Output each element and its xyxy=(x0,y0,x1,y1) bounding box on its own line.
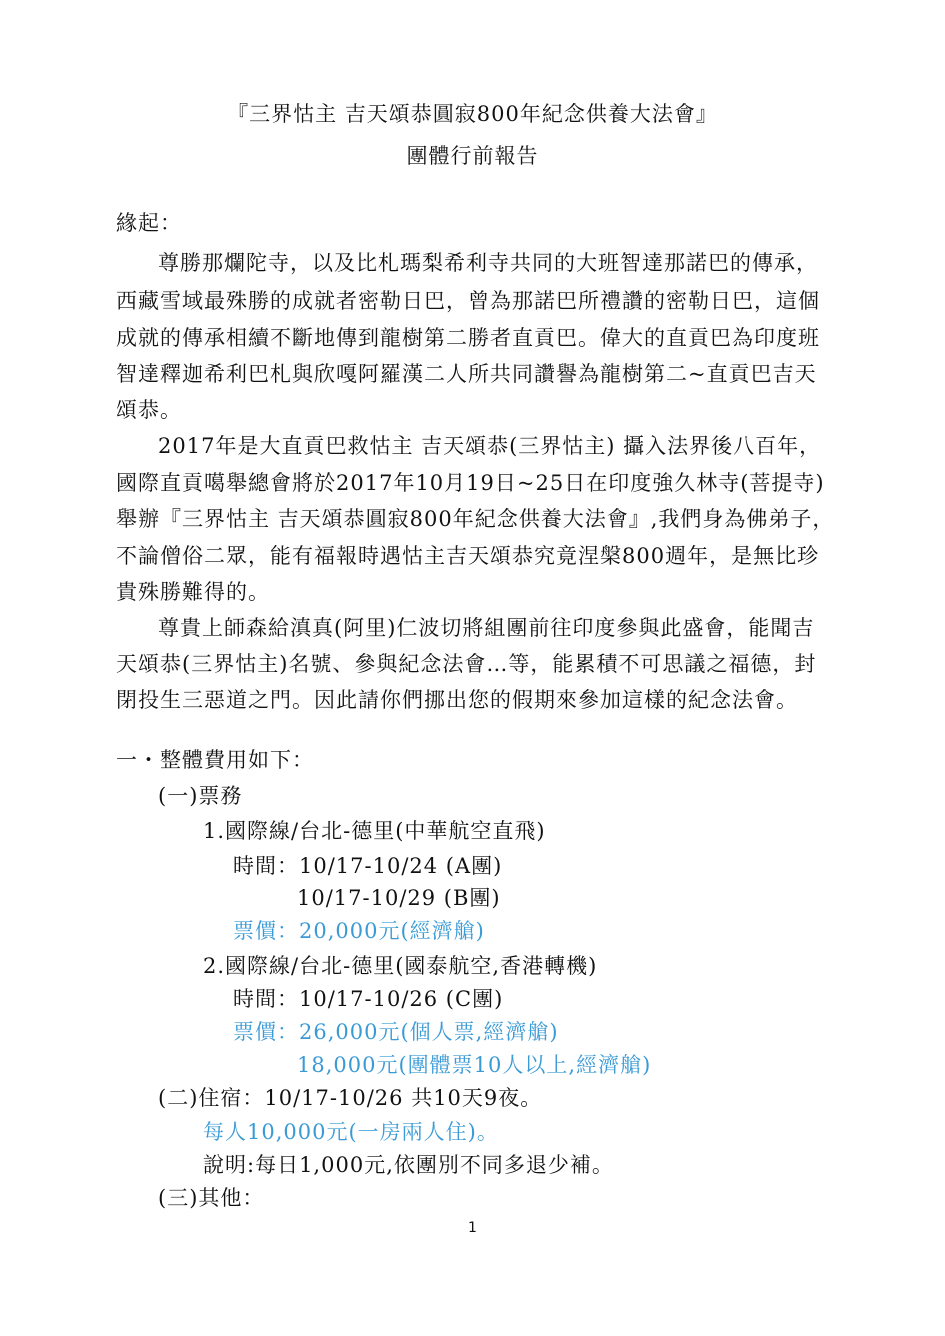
others-heading: (三)其他： xyxy=(158,1186,265,1210)
flight1-price: 票價：20,000元(經濟艙) xyxy=(233,919,485,943)
paragraph-line: 舉辦『三界怙主 吉天頌恭圓寂800年紀念供養大法會』,我們身為佛弟子， xyxy=(116,507,835,531)
document-subtitle: 團體行前報告 xyxy=(406,144,539,168)
document-title: 『三界怙主 吉天頌恭圓寂800年紀念供養大法會』 xyxy=(227,102,718,126)
paragraph-line: 尊勝那爛陀寺，以及比札瑪梨希利寺共同的大班智達那諾巴的傳承， xyxy=(158,251,818,275)
paragraph-line: 成就的傳承相續不斷地傳到龍樹第二勝者直貢巴。偉大的直貢巴為印度班 xyxy=(116,326,820,350)
paragraph-line: 閉投生三惡道之門。因此請你們挪出您的假期來參加這樣的紀念法會。 xyxy=(116,688,798,712)
flight2-time-c: 時間：10/17-10/26 (C團) xyxy=(233,987,504,1011)
paragraph-line: 貴殊勝難得的。 xyxy=(116,580,270,604)
flight1-time-b: 10/17-10/29 (B團) xyxy=(297,886,501,910)
flight1-route: 1.國際線/台北-德里(中華航空直飛) xyxy=(203,819,546,843)
lodging-heading: (二)住宿：10/17-10/26 共10天9夜。 xyxy=(158,1086,543,1110)
paragraph-line: 不論僧俗二眾，能有福報時遇怙主吉天頌恭究竟涅槃800週年，是無比珍 xyxy=(116,544,820,568)
paragraph-line: 頌恭。 xyxy=(116,398,182,422)
section1-heading: 一・整體費用如下： xyxy=(116,748,314,772)
paragraph-line: 2017年是大直貢巴救怙主 吉天頌恭(三界怙主) 攝入法界後八百年， xyxy=(158,434,822,458)
paragraph-line: 西藏雪域最殊勝的成就者密勒日巴，曾為那諾巴所禮讚的密勒日巴，這個 xyxy=(116,289,820,313)
flight1-time-a: 時間：10/17-10/24 (A團) xyxy=(233,854,503,878)
paragraph-line: 天頌恭(三界怙主)名號、參與紀念法會…等，能累積不可思議之福德，封 xyxy=(116,652,817,676)
paragraph-line: 國際直貢噶舉總會將於2017年10月19日~25日在印度強久林寺(菩提寺) xyxy=(116,471,825,495)
flight2-route: 2.國際線/台北-德里(國泰航空,香港轉機) xyxy=(203,954,598,978)
lodging-note: 說明:每日1,000元,依團別不同多退少補。 xyxy=(203,1153,614,1177)
flight2-price-group: 18,000元(團體票10人以上,經濟艙) xyxy=(297,1053,652,1077)
tickets-heading: (一)票務 xyxy=(158,784,243,808)
lodging-price: 每人10,000元(一房兩人住)。 xyxy=(203,1120,499,1144)
origin-heading: 緣起： xyxy=(116,211,182,235)
flight2-price-individual: 票價：26,000元(個人票,經濟艙) xyxy=(233,1020,559,1044)
paragraph-line: 尊貴上師森給滇真(阿里)仁波切將組團前往印度參與此盛會，能聞吉 xyxy=(158,616,815,640)
page-number: 1 xyxy=(468,1220,477,1236)
paragraph-line: 智達釋迦希利巴札與欣嘎阿羅漢二人所共同讚譽為龍樹第二~直貢巴吉天 xyxy=(116,362,817,386)
